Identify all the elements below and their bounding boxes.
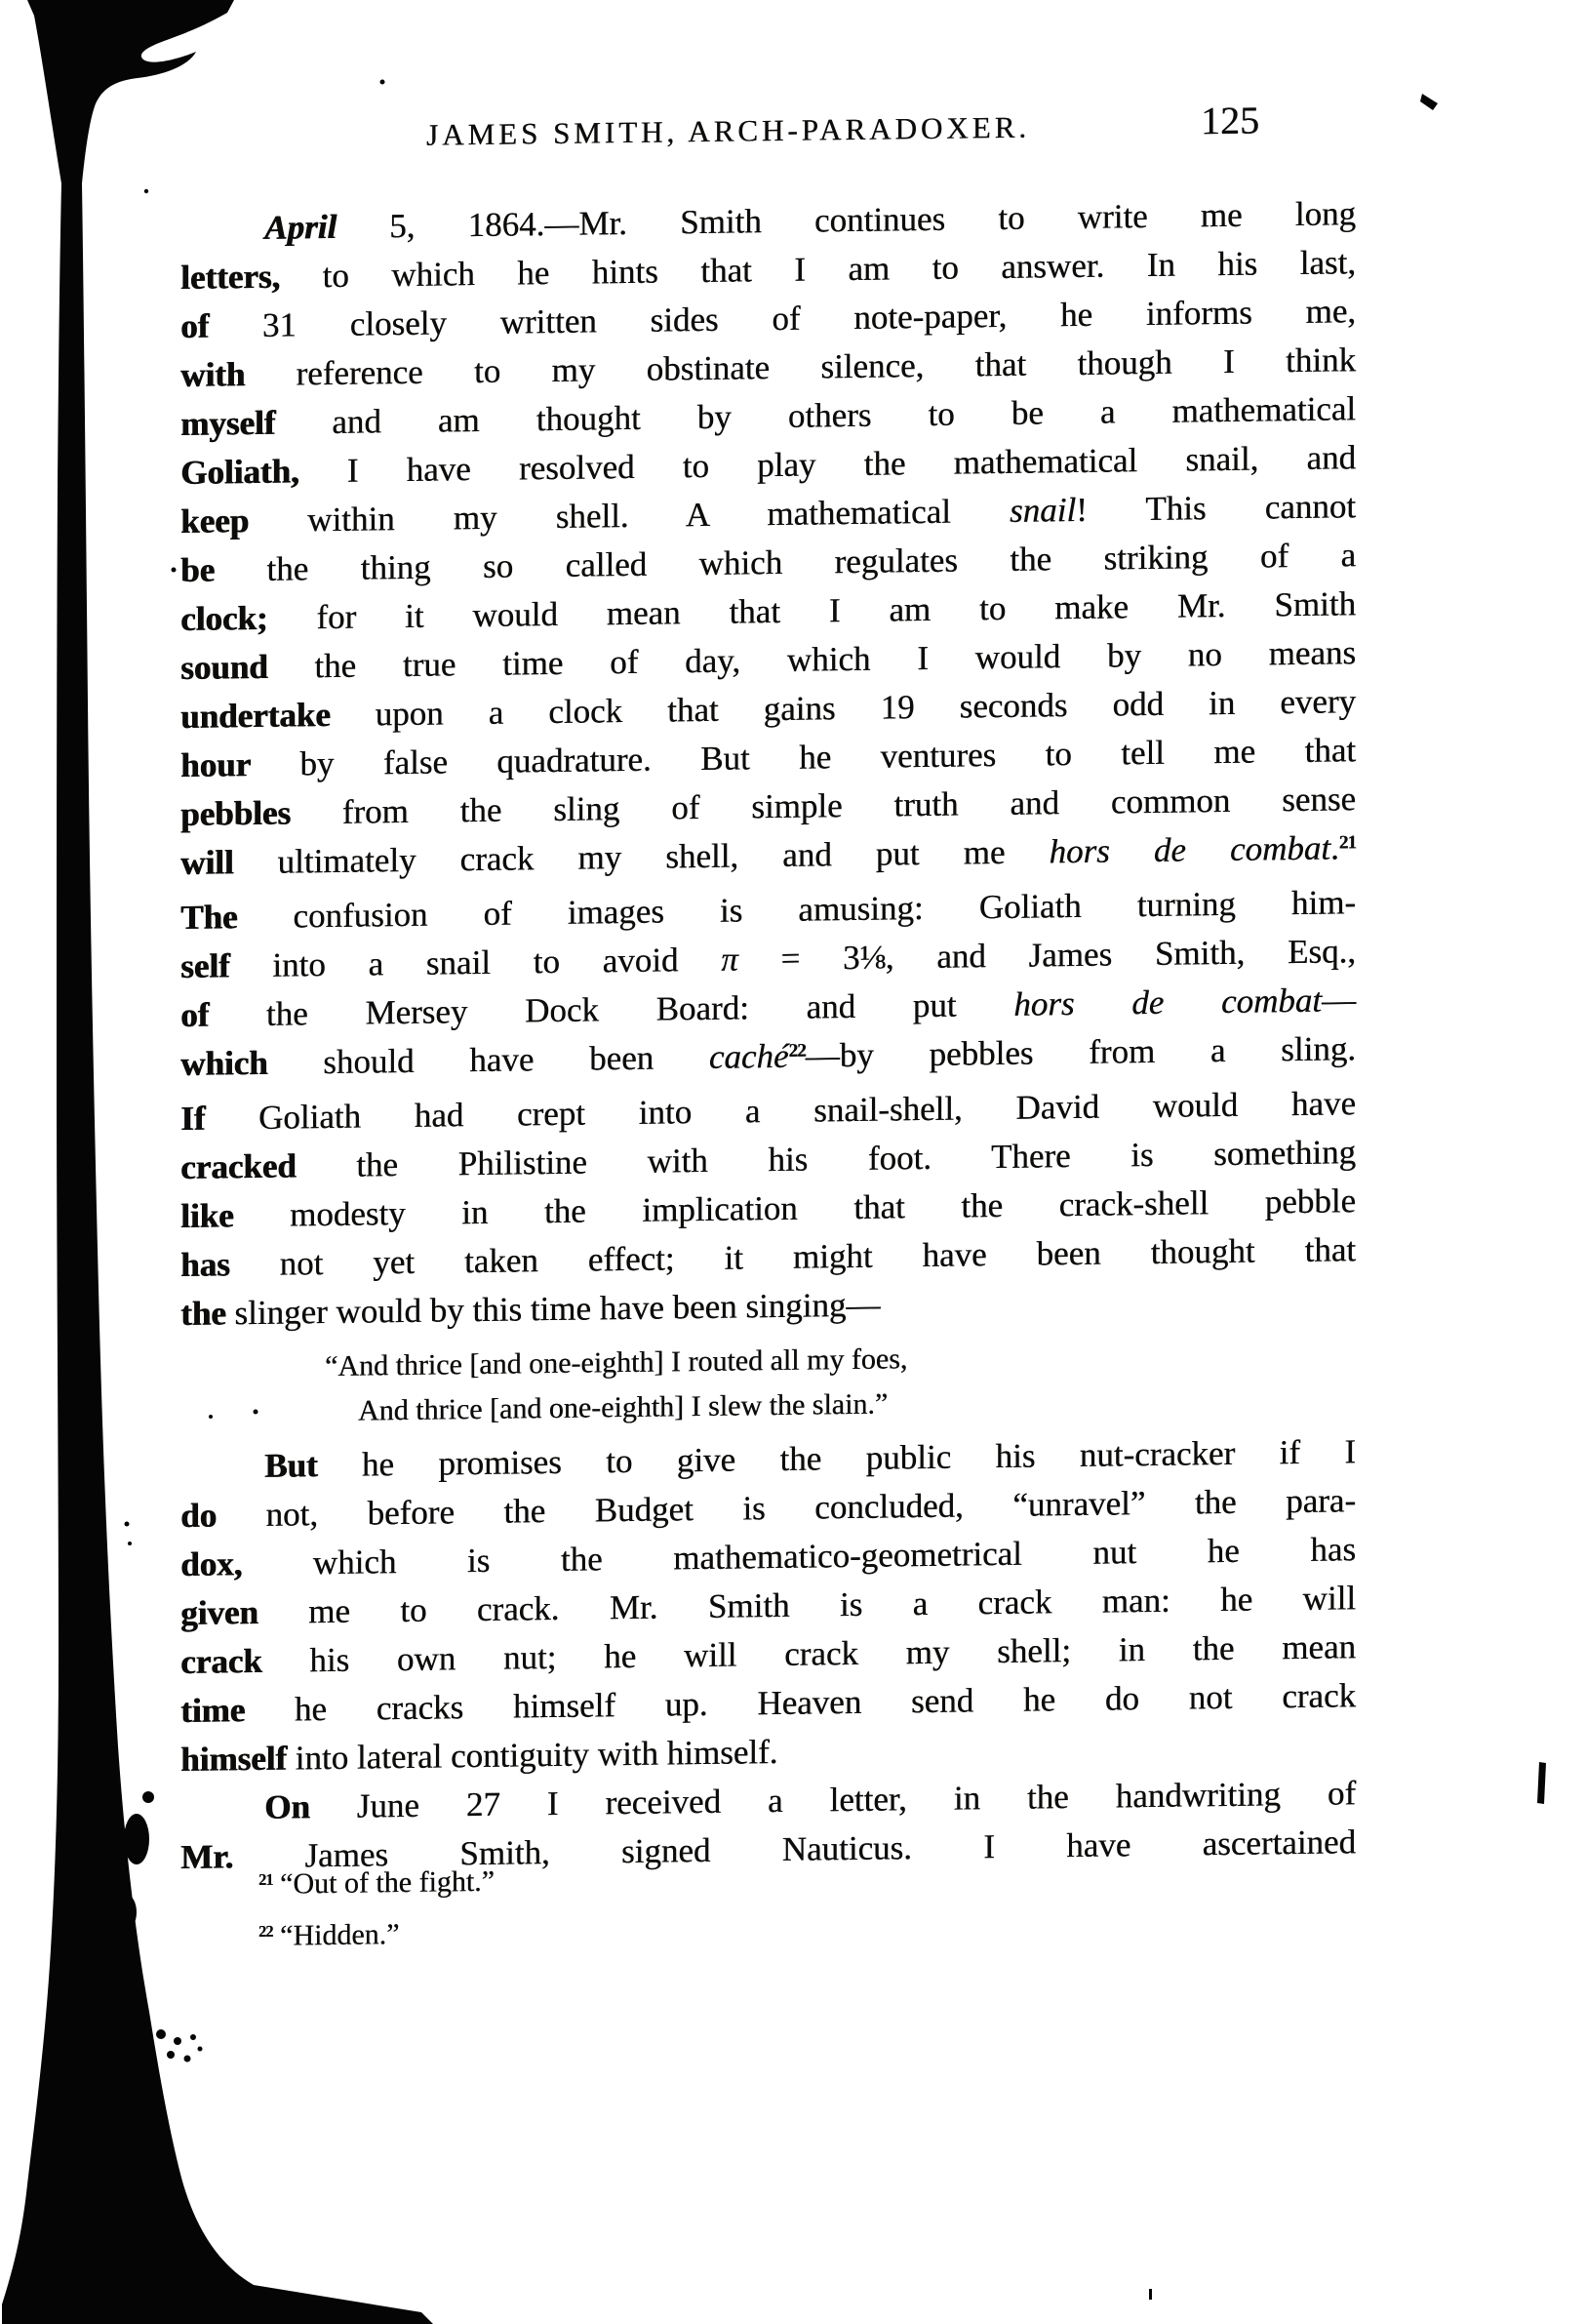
ink-smeared-word: with [180,355,246,394]
running-header-title: JAMES SMITH, ARCH-PARADOXER. [426,109,1031,152]
ink-smeared-word: do [180,1496,217,1535]
text-line: April 5, 1864.—Mr. Smith continues to write me long [264,194,1356,247]
ink-smeared-word: The [180,898,238,937]
paragraph [180,1427,1356,1784]
text-line: sound the true time of day, which I would by no means [180,633,1356,687]
text-line: with reference to my obstinate silence, that though I think [180,341,1356,394]
text-line: like modesty in the implication that the crack-shell pebble [180,1182,1356,1235]
ink-smeared-word: of [180,306,210,345]
ink-smeared-word: of [180,995,210,1034]
ink-smeared-word: will [180,843,234,882]
footnotes [258,1858,495,1964]
text-line: Goliath, I have resolved to play the mathematical snail, and [180,438,1356,492]
text-line: Mr. James Smith, signed Nauticus. I have ascertained [180,1823,1356,1876]
text-line: crack his own nut; he will crack my shell; in the mean [180,1627,1356,1681]
footnote: $^{22}$ “Hidden.” [258,1918,400,1952]
text-line: The confusion of images is amusing: Goliath turning him- [180,883,1356,937]
ink-smeared-word: hour [180,745,251,784]
ink-smeared-word: the [180,1294,226,1333]
ink-smeared-word: which [180,1043,268,1083]
ink-smeared-word: myself [180,403,276,443]
text-line: keep within my shell. A mathematical snail! This cannot [180,487,1356,541]
running-header [180,100,1356,174]
text-line: dox, which is the mathematico-geometrical nut he has [180,1530,1356,1583]
text-line: himself into lateral contiguity with himself. [180,1732,778,1779]
ink-smeared-word: undertake [180,695,331,736]
ink-smeared-word: like [180,1196,234,1235]
ink-smeared-word: On [264,1787,310,1826]
text-line: hour by false quadrature. But he ventures to tell me that [180,731,1356,784]
paragraph [180,189,1356,1339]
ink-smeared-word: himself [180,1739,287,1779]
text-line: given me to crack. Mr. Smith is a crack man: he will [180,1579,1356,1632]
text-line: the slinger would by this time have been singing— [180,1285,881,1333]
ink-smeared-word: letters, [180,257,281,297]
ink-smeared-word: dox, [180,1544,243,1583]
text-line: be the thing so called which regulates the striking of a [180,536,1356,589]
ink-smeared-word: crack [180,1641,262,1681]
text-line: of 31 closely written sides of note-paper, he informs me, [180,292,1356,345]
text-line: But he promises to give the public his nut-cracker if I [264,1432,1356,1485]
text-line: And thrice [and one-eighth] I slew the slain.” [358,1387,889,1427]
text-line: of the Mersey Dock Board: and put hors de combat— [180,981,1356,1034]
text-line: On June 27 I received a letter, in the handwriting of [264,1774,1356,1826]
text-line: undertake upon a clock that gains 19 seconds odd in every [180,682,1356,736]
text-line: has not yet taken effect; it might have been thought that [180,1230,1356,1284]
ink-smeared-word: clock; [180,598,268,638]
ink-smeared-word: be [180,550,215,589]
footnote: $^{21}$ “Out of the fight.” [258,1864,495,1901]
ink-smeared-word: keep [180,501,249,541]
page-number: 125 [1201,98,1259,143]
ink-smeared-word: self [180,946,230,985]
ink-smeared-word: sound [180,647,268,687]
text-line: do not, before the Budget is concluded, “unravel” the para- [180,1481,1356,1535]
text-line: which should have been caché$^{22}$—by pebbles from a sling. [180,1029,1356,1083]
ink-smeared-word: If [180,1099,206,1138]
text-line: “And thrice [and one-eighth] I routed all my foes, [325,1342,908,1383]
text-line: cracked the Philistine with his foot. There is something [180,1133,1356,1186]
ink-smeared-word: Mr. [180,1837,234,1876]
ink-smeared-word: has [180,1245,230,1284]
ink-smeared-word: pebbles [180,793,291,833]
ink-smeared-word: given [180,1592,258,1632]
text-body [180,189,1356,1882]
text-line: clock; for it would mean that I am to make Mr. Smith [180,584,1356,638]
text-line: pebbles from the sling of simple truth and common sense [180,780,1356,833]
text-line: letters, to which he hints that I am to answer. In his last, [180,243,1356,297]
text-line: If Goliath had crept into a snail-shell, David would have [180,1084,1356,1138]
text-line: will ultimately crack my shell, and put me hors de combat.$^{21}$ [180,828,1356,882]
text-line: time he cracks himself up. Heaven send he do not crack [180,1676,1356,1730]
ink-smeared-word: cracked [180,1146,297,1186]
ink-smeared-word: Goliath, [180,452,299,492]
text-line: myself and am thought by others to be a mathematical [180,389,1356,443]
text-line: self into a snail to avoid π = 3⅛, and James Smith, Esq., [180,932,1356,985]
ink-smeared-word: time [180,1691,246,1730]
ink-smeared-word: But [264,1446,318,1485]
verse-quote [325,1331,1356,1434]
